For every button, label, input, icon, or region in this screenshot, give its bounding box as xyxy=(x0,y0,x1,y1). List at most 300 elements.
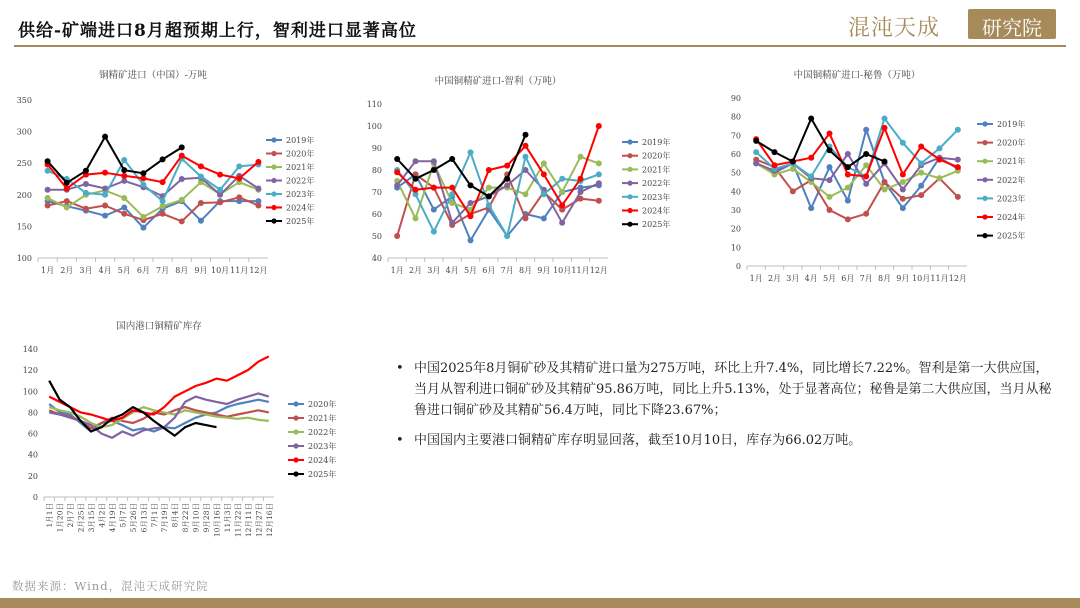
data-point xyxy=(827,164,833,170)
data-point xyxy=(900,205,906,211)
data-point xyxy=(394,182,400,188)
chart-title: 铜精矿进口（中国）-万吨 xyxy=(99,70,207,81)
x-tick-label: 3月 xyxy=(786,274,800,283)
y-tick-label: 100 xyxy=(366,122,382,131)
data-point xyxy=(160,198,166,204)
legend-marker xyxy=(982,196,987,201)
legend-label: 2019年 xyxy=(642,138,671,147)
y-tick-label: 120 xyxy=(22,366,38,376)
data-point xyxy=(918,144,924,150)
data-point xyxy=(918,183,924,189)
y-tick-label: 200 xyxy=(16,190,32,200)
legend-marker xyxy=(627,167,632,172)
data-point xyxy=(937,175,943,181)
legend-marker xyxy=(982,233,987,238)
data-point xyxy=(394,169,400,175)
data-point xyxy=(596,198,602,204)
data-point xyxy=(523,215,529,221)
data-point xyxy=(102,134,108,140)
data-point xyxy=(596,160,602,166)
data-point xyxy=(217,172,223,178)
data-point xyxy=(523,132,529,138)
series-line-2024年 xyxy=(48,156,259,189)
y-tick-label: 70 xyxy=(371,188,382,197)
data-point xyxy=(83,181,89,187)
x-tick-label: 8月 xyxy=(175,266,189,275)
data-point xyxy=(827,177,833,183)
data-point xyxy=(955,127,961,133)
legend-label: 2023年 xyxy=(286,190,315,199)
y-tick-label: 150 xyxy=(16,222,32,232)
data-point xyxy=(83,168,89,174)
data-point xyxy=(217,199,223,205)
data-point xyxy=(900,140,906,146)
data-point xyxy=(808,205,814,211)
y-tick-label: 70 xyxy=(730,131,741,141)
data-point xyxy=(160,211,166,217)
legend-label: 2022年 xyxy=(308,428,337,437)
y-tick-label: 300 xyxy=(16,127,32,137)
x-tick-label: 4月2日 xyxy=(97,503,107,528)
data-point xyxy=(918,160,924,166)
bullet-text: 中国2025年8月铜矿砂及其精矿进口量为275万吨，环比上升7.4%，同比增长7.22%。智利是第一大供应国，当月从智利进口铜矿砂及其精矿95.86万吨，同比上升5.13%，处于显著高位；秘鲁是第二大供应国，当月从秘鲁进口铜矿砂及其精矿56.4万吨，同比下降23.67%； xyxy=(414,361,1052,418)
brand-logo xyxy=(848,9,1058,41)
legend-label: 2025年 xyxy=(642,220,671,230)
data-point xyxy=(83,206,89,212)
data-point xyxy=(413,187,419,193)
chart-title: 中国铜精矿进口-秘鲁（万吨） xyxy=(793,70,921,81)
data-point xyxy=(827,194,833,200)
x-tick-label: 12月27日 xyxy=(254,503,264,538)
data-point xyxy=(918,170,924,176)
y-tick-label: 100 xyxy=(22,387,38,397)
data-point xyxy=(900,179,906,185)
data-point xyxy=(559,189,565,195)
data-point xyxy=(523,143,529,149)
data-point xyxy=(394,156,400,162)
data-point xyxy=(121,211,127,217)
y-tick-label: 90 xyxy=(371,144,382,153)
legend-label: 2023年 xyxy=(308,442,337,451)
data-point xyxy=(882,186,888,192)
title-divider xyxy=(14,45,1066,47)
data-point xyxy=(541,171,547,177)
data-point xyxy=(790,158,796,164)
data-point xyxy=(179,144,185,150)
data-point xyxy=(863,173,869,179)
data-point xyxy=(541,215,547,221)
data-point xyxy=(64,204,70,210)
series-line-2024年 xyxy=(49,356,269,421)
data-point xyxy=(504,163,510,169)
x-tick-label: 11月3日 xyxy=(222,503,232,533)
x-tick-label: 1月20日 xyxy=(55,503,65,533)
data-point xyxy=(449,185,455,191)
series-line-2024年 xyxy=(397,126,599,216)
legend-marker xyxy=(271,151,276,156)
data-point xyxy=(179,197,185,203)
x-tick-label: 2月7日 xyxy=(66,503,76,528)
y-tick-label: 80 xyxy=(371,166,382,175)
data-point xyxy=(863,211,869,217)
bullet-dot: • xyxy=(396,361,404,376)
data-point xyxy=(198,200,204,206)
data-point xyxy=(121,167,127,173)
data-point xyxy=(179,176,185,182)
y-tick-label: 250 xyxy=(16,159,32,169)
x-tick-label: 10月 xyxy=(553,266,572,275)
data-point xyxy=(217,187,223,193)
data-point xyxy=(845,216,851,222)
y-tick-label: 10 xyxy=(730,243,741,253)
x-tick-label: 6月 xyxy=(136,266,150,275)
y-tick-label: 50 xyxy=(371,232,382,241)
x-tick-label: 12月 xyxy=(589,266,608,275)
chart-port-inventory xyxy=(10,313,355,553)
data-point xyxy=(468,200,474,206)
data-point xyxy=(790,166,796,172)
data-point xyxy=(236,175,242,181)
data-point xyxy=(198,218,204,224)
y-tick-label: 60 xyxy=(371,210,382,219)
data-point xyxy=(955,157,961,163)
x-tick-label: 11月 xyxy=(230,266,249,275)
data-point xyxy=(882,158,888,164)
legend-label: 2022年 xyxy=(642,179,671,189)
data-point xyxy=(121,157,127,163)
data-point xyxy=(937,145,943,151)
data-point xyxy=(559,202,565,208)
data-point xyxy=(160,156,166,162)
x-tick-label: 5月7日 xyxy=(118,503,128,528)
y-tick-label: 0 xyxy=(32,493,38,502)
x-tick-label: 5月26日 xyxy=(128,503,138,533)
y-tick-label: 80 xyxy=(27,408,38,418)
legend-marker xyxy=(627,181,632,186)
data-point xyxy=(578,189,584,195)
legend-marker xyxy=(271,205,276,210)
data-point xyxy=(102,170,108,176)
data-point xyxy=(140,182,146,188)
data-point xyxy=(955,164,961,170)
data-point xyxy=(431,158,437,164)
chart-chile-imports xyxy=(360,66,695,290)
data-point xyxy=(845,172,851,178)
data-point xyxy=(808,173,814,179)
x-tick-label: 11月 xyxy=(930,274,949,283)
x-tick-label: 6月 xyxy=(841,274,855,283)
data-point xyxy=(198,163,204,169)
x-tick-label: 5月 xyxy=(117,266,131,275)
data-point xyxy=(160,179,166,185)
legend-label: 2023年 xyxy=(997,194,1026,204)
data-point xyxy=(394,233,400,239)
legend-label: 2021年 xyxy=(308,414,337,423)
bullet-item xyxy=(394,430,1054,451)
y-tick-label: 90 xyxy=(730,94,741,103)
legend-marker xyxy=(982,140,987,145)
data-point xyxy=(102,203,108,209)
x-tick-label: 7月 xyxy=(500,266,514,275)
data-point xyxy=(559,176,565,182)
y-tick-label: 110 xyxy=(366,100,382,109)
x-tick-label: 7月19日 xyxy=(160,503,170,533)
bullet-item xyxy=(394,358,1054,421)
x-tick-label: 9月10日 xyxy=(191,503,201,533)
y-tick-label: 60 xyxy=(27,429,38,439)
data-point xyxy=(45,195,51,201)
x-tick-label: 1月 xyxy=(749,274,763,283)
legend-label: 2025年 xyxy=(997,231,1026,241)
x-tick-label: 4月 xyxy=(445,266,459,275)
legend-marker xyxy=(627,222,632,227)
data-point xyxy=(179,218,185,224)
legend-marker xyxy=(982,177,987,182)
y-tick-label: 30 xyxy=(730,206,741,215)
data-point xyxy=(504,182,510,188)
x-tick-label: 12月 xyxy=(249,266,268,275)
data-point xyxy=(504,233,510,239)
data-point xyxy=(486,202,492,208)
data-point xyxy=(882,116,888,122)
legend-label: 2024年 xyxy=(642,206,671,216)
data-point xyxy=(64,198,70,204)
data-point xyxy=(541,191,547,197)
x-tick-label: 11月22日 xyxy=(233,503,243,538)
y-tick-label: 80 xyxy=(730,112,741,122)
chart-title: 国内港口铜精矿库存 xyxy=(116,321,202,332)
data-point xyxy=(431,167,437,173)
data-point xyxy=(468,182,474,188)
x-tick-label: 4月 xyxy=(98,266,112,275)
data-point xyxy=(255,203,261,209)
x-tick-label: 8月4日 xyxy=(170,503,180,528)
data-point xyxy=(449,156,455,162)
data-point xyxy=(468,149,474,155)
data-point xyxy=(102,192,108,198)
data-point xyxy=(596,171,602,177)
x-tick-label: 10月16日 xyxy=(212,503,222,538)
footer-bar xyxy=(0,598,1080,608)
data-point xyxy=(431,185,437,191)
data-point xyxy=(236,194,242,200)
data-point xyxy=(198,173,204,179)
legend-label: 2025年 xyxy=(286,217,315,226)
chart-title: 中国铜精矿进口-智利（万吨） xyxy=(434,76,562,87)
x-tick-label: 5月 xyxy=(822,274,837,283)
x-tick-label: 9月 xyxy=(194,266,208,275)
data-point xyxy=(45,203,51,209)
y-tick-label: 350 xyxy=(16,96,32,105)
data-point xyxy=(102,213,108,219)
legend-label: 2024年 xyxy=(997,213,1026,222)
legend-marker xyxy=(627,194,632,199)
x-tick-label: 6月13日 xyxy=(139,503,149,533)
legend-label: 2022年 xyxy=(997,175,1026,185)
data-point xyxy=(772,162,778,168)
logo-badge-text: 研究院 xyxy=(982,16,1042,40)
data-point xyxy=(64,180,70,186)
legend-label: 2019年 xyxy=(286,136,315,145)
x-tick-label: 12月 xyxy=(948,274,967,283)
data-point xyxy=(596,180,602,186)
data-point xyxy=(882,179,888,185)
y-tick-label: 40 xyxy=(27,450,38,460)
x-tick-label: 9月 xyxy=(896,274,910,283)
bullet-dot: • xyxy=(396,433,404,448)
x-tick-label: 5月 xyxy=(463,266,478,275)
data-point xyxy=(140,170,146,176)
data-point xyxy=(790,188,796,194)
data-point xyxy=(486,185,492,191)
data-point xyxy=(753,160,759,166)
data-point xyxy=(179,153,185,159)
data-point xyxy=(504,176,510,182)
legend-marker xyxy=(271,164,276,169)
data-point xyxy=(827,147,833,153)
y-tick-label: 40 xyxy=(730,187,741,197)
legend-marker xyxy=(982,121,987,126)
commentary xyxy=(394,358,1054,460)
data-point xyxy=(431,229,437,235)
legend-marker xyxy=(982,214,987,219)
x-tick-label: 7月 xyxy=(156,266,170,275)
legend-marker xyxy=(293,429,298,434)
data-point xyxy=(900,172,906,178)
x-tick-label: 1月 xyxy=(390,266,404,275)
legend-label: 2025年 xyxy=(308,470,337,479)
data-point xyxy=(937,157,943,163)
legend-label: 2020年 xyxy=(308,400,337,409)
x-tick-label: 9月28日 xyxy=(202,503,212,533)
x-tick-label: 1月 xyxy=(41,266,55,275)
logo-badge xyxy=(968,9,1056,39)
data-point xyxy=(449,220,455,226)
data-point xyxy=(83,190,89,196)
x-tick-label: 9月 xyxy=(537,266,551,275)
legend-marker xyxy=(293,401,298,406)
x-tick-label: 3月15日 xyxy=(87,503,97,533)
legend-marker xyxy=(293,443,298,448)
x-tick-label: 12月16日 xyxy=(264,503,274,538)
data-point xyxy=(255,185,261,191)
data-point xyxy=(845,164,851,170)
data-point xyxy=(753,149,759,155)
y-tick-label: 20 xyxy=(27,471,38,481)
legend-label: 2024年 xyxy=(286,203,315,213)
x-tick-label: 10月 xyxy=(210,266,230,275)
legend-label: 2020年 xyxy=(997,138,1026,148)
bullet-text: 中国国内主要港口铜精矿库存明显回落，截至10月10日，库存为66.02万吨。 xyxy=(414,433,862,448)
x-tick-label: 8月 xyxy=(518,266,533,275)
data-point xyxy=(486,167,492,173)
data-point xyxy=(45,158,51,164)
legend-marker xyxy=(271,178,276,183)
y-tick-label: 0 xyxy=(735,262,741,271)
x-tick-label: 1月1日 xyxy=(45,503,55,528)
legend-marker xyxy=(293,415,298,420)
y-tick-label: 60 xyxy=(730,150,741,159)
data-point xyxy=(955,194,961,200)
x-tick-label: 7月1日 xyxy=(149,503,159,528)
x-tick-label: 2月25日 xyxy=(76,503,86,533)
data-point xyxy=(431,207,437,213)
series-line-2022年 xyxy=(397,161,599,223)
data-point xyxy=(808,116,814,122)
x-tick-label: 8月22日 xyxy=(181,503,191,533)
data-point xyxy=(863,127,869,133)
data-point xyxy=(449,200,455,206)
legend-marker xyxy=(627,153,632,158)
data-point xyxy=(523,154,529,160)
chart-china-imports xyxy=(10,60,350,290)
y-tick-label: 40 xyxy=(371,254,382,263)
legend-label: 2020年 xyxy=(642,151,671,161)
data-point xyxy=(121,195,127,201)
legend-marker xyxy=(627,139,632,144)
data-point xyxy=(523,191,529,197)
data-point xyxy=(255,159,261,165)
legend-label: 2019年 xyxy=(997,120,1026,129)
data-point xyxy=(413,176,419,182)
data-point xyxy=(863,181,869,187)
data-point xyxy=(827,207,833,213)
data-point xyxy=(121,173,127,179)
legend-label: 2022年 xyxy=(286,176,315,186)
data-point xyxy=(845,151,851,157)
x-tick-label: 2月 xyxy=(767,274,782,283)
x-tick-label: 11月 xyxy=(571,266,590,275)
legend-label: 2021年 xyxy=(642,165,671,175)
data-point xyxy=(121,204,127,210)
data-point xyxy=(541,160,547,166)
data-point xyxy=(882,125,888,131)
x-tick-label: 10月 xyxy=(912,274,931,283)
x-tick-label: 2月 xyxy=(60,266,74,275)
legend-label: 2023年 xyxy=(642,192,671,202)
x-tick-label: 12月11日 xyxy=(243,503,253,538)
data-point xyxy=(845,185,851,191)
data-point xyxy=(64,185,70,191)
data-point xyxy=(468,213,474,219)
data-point xyxy=(413,215,419,221)
data-point xyxy=(140,214,146,220)
data-point xyxy=(45,187,51,193)
legend-marker xyxy=(627,208,632,213)
y-tick-label: 20 xyxy=(730,224,741,234)
source-note: 数据来源：Wind，混沌天成研究院 xyxy=(12,579,209,593)
data-point xyxy=(236,163,242,169)
x-tick-label: 3月 xyxy=(79,266,93,275)
x-tick-label: 7月 xyxy=(859,274,873,283)
data-point xyxy=(918,192,924,198)
data-point xyxy=(753,138,759,144)
x-tick-label: 4月19日 xyxy=(107,503,117,533)
legend-marker xyxy=(293,471,298,476)
y-tick-label: 140 xyxy=(22,345,38,354)
data-point xyxy=(900,196,906,202)
x-tick-label: 4月 xyxy=(804,274,818,283)
x-tick-label: 8月 xyxy=(877,274,892,283)
data-point xyxy=(863,151,869,157)
y-tick-label: 100 xyxy=(16,254,32,263)
chart-peru-imports xyxy=(725,62,1070,290)
data-point xyxy=(827,130,833,136)
data-point xyxy=(413,158,419,164)
data-point xyxy=(578,176,584,182)
page-title: 供给-矿端进口8月超预期上行，智利进口显著高位 xyxy=(18,21,417,41)
legend-marker xyxy=(293,457,298,462)
